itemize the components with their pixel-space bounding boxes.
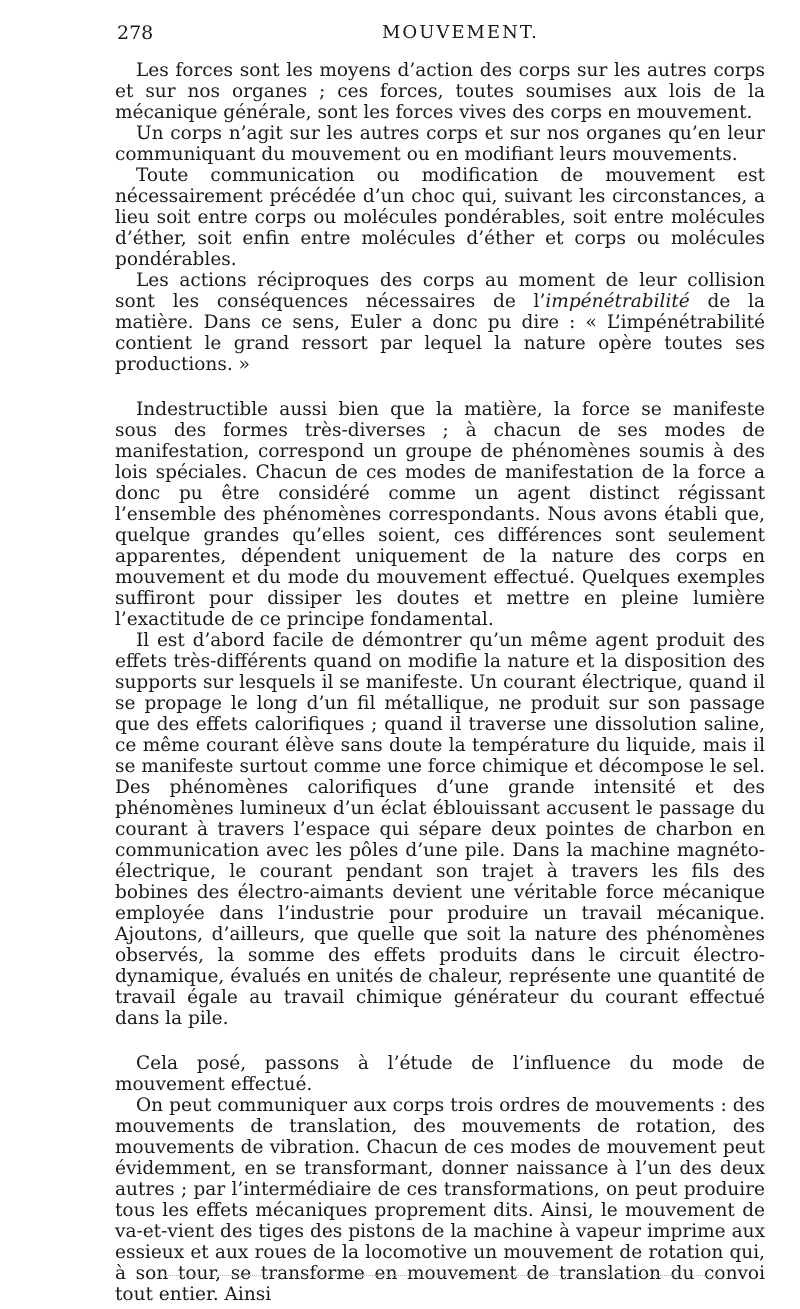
paragraph: Les forces sont les moyens d’action des corps sur les autres corps et sur nos organes ; ces forces, toutes soumises aux lois de la mécanique générale, sont les forces vives des corps en mouvement. xyxy=(115,60,765,123)
paragraph: Indestructible aussi bien que la matière, la force se manifeste sous des formes très-diverses ; à chacun de ses modes de manifestation, correspond un groupe de phénomènes soumis à des lois spéciales. Chacun de ces modes de manifestation de la force a donc pu être considéré comme un agent distinct régissant l’ensemble des phénomènes correspondants. Nous avons établi que, quelque grandes qu’elles soient, ces différences sont seulement apparentes, dépendent uniquement de la nature des corps en mouvement et du mode du mouvement effectué. Quelques exemples suffiront pour dissiper les doutes et mettre en pleine lumière l’exactitude de ce principe fondamental. xyxy=(115,399,765,630)
paragraph: Il est d’abord facile de démontrer qu’un même agent produit des effets très-différents quand on modifie la nature et la disposition des supports sur lesquels il se manifeste. Un courant électrique, quand il se propage le long d’un fil métallique, ne produit sur son passage que des effets calorifiques ; quand il traverse une dissolution saline, ce même courant élève sans doute la température du liquide, mais il se manifeste surtout comme une force chimique et décompose le sel. Des phénomènes calorifiques d’une grande intensité et des phénomènes lumineux d’un éclat éblouissant accusent le passage du courant à travers l’espace qui sépare deux pointes de charbon en communication avec les pôles d’une pile. Dans la machine magnéto-électrique, le courant pendant son trajet à travers les fils des bobines des électro-aimants devient une véritable force mécanique employée dans l’industrie pour produire un travail mécanique. Ajoutons, d’ailleurs, que quelle que soit la nature des phénomènes observés, la somme des effets produits dans le circuit électro-dynamique, évalués en unités de chaleur, représente une quantité de travail égale au travail chimique générateur du courant effectué dans la pile. xyxy=(115,630,765,1029)
running-title: MOUVEMENT. xyxy=(382,22,539,43)
emphasized-term: impénétrabilité xyxy=(545,291,690,312)
paragraph: Cela posé, passons à l’étude de l’influence du mode de mouvement effectué. xyxy=(115,1053,765,1095)
page-number: 278 xyxy=(117,22,154,44)
paragraph: Les actions réciproques des corps au moment de leur collision sont les conséquences nécessaires de l’impénétrabilité de la matière. Dans ce sens, Euler a donc pu dire : « L’impénétrabilité contient le grand ressort par lequel la nature opère toutes ses productions. » xyxy=(115,270,766,375)
paragraph: Un corps n’agit sur les autres corps et sur nos organes qu’en leur communiquant du mouvement ou en modifiant leurs mouvements. xyxy=(115,123,765,165)
scan-artifact-line xyxy=(165,1275,725,1277)
paragraph: On peut communiquer aux corps trois ordres de mouvements : des mouvements de translation, des mouvements de rotation, des mouvements de vibration. Chacun de ces modes de mouvement peut évidemment, en se transformant, donner naissance à l’un des deux autres ; par l’intermédiaire de ces transformations, on peut produire tous les effets mécaniques proprement dits. Ainsi, le mouvement de va-et-vient des tiges des pistons de la machine à vapeur imprime aux essieux et aux roues de la locomotive un mouvement de rotation qui, à son tour, se transforme en mouvement de translation du convoi tout entier. Ainsi xyxy=(115,1095,765,1305)
body-text xyxy=(115,60,765,1305)
page-header xyxy=(117,20,765,50)
paragraph: Toute communication ou modification de mouvement est nécessairement précédée d’un choc qui, suivant les circonstances, a lieu soit entre corps ou molécules pondérables, soit entre molécules d’éther, soit enfin entre molécules d’éther et corps ou molécules pondérables. xyxy=(115,165,765,270)
